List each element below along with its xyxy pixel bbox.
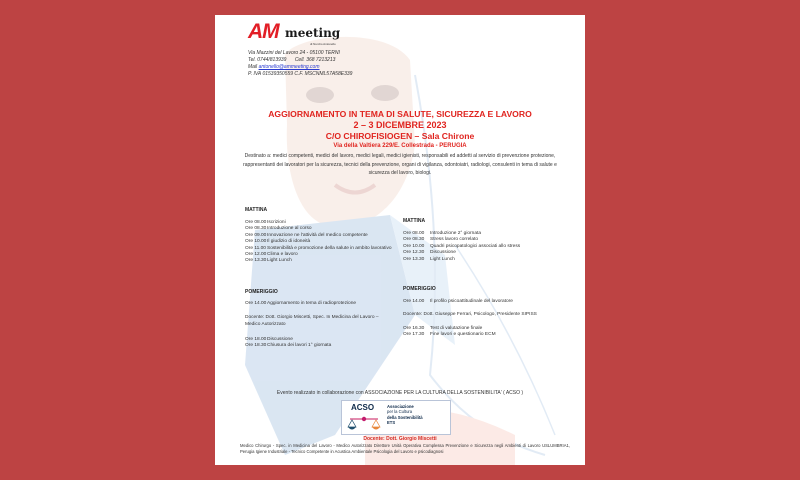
event-dates: 2 – 3 DICEMBRE 2023 bbox=[353, 120, 447, 130]
flyer-page bbox=[215, 15, 585, 465]
mail-line bbox=[248, 64, 352, 71]
schedule-row: Ore 17.30 Fine lavori e questionario ECM bbox=[403, 332, 496, 338]
event-title-block bbox=[215, 109, 585, 151]
day2-afternoon-schedule bbox=[403, 326, 568, 339]
cell: Cell. 368 7213213 bbox=[294, 57, 336, 63]
email-link[interactable]: antonello@ammeeting.com bbox=[258, 64, 320, 70]
schedule-row: Ore 11.00 Sostenibilità e promozione della salute in ambito lavorativo bbox=[245, 245, 392, 251]
am-meeting-logo bbox=[248, 20, 348, 46]
address: Via Mazzini del Lavoro 24 - 05100 TERNI bbox=[248, 50, 340, 56]
event-venue: C/O CHIROFISIOGEN – Sala Chirone bbox=[325, 131, 475, 141]
schedule-row: Ore 08.30 Introduzione al corso bbox=[245, 226, 312, 232]
logo-meeting: meeting bbox=[285, 26, 341, 40]
schedule-row: Ore 12.30 Discussione bbox=[403, 250, 456, 256]
schedule-row: Ore 10.00 Il giudizio di idoneità bbox=[245, 239, 311, 245]
day2-morning-title: MATTINA bbox=[403, 218, 426, 224]
schedule-row: Ore 10.00 Quadri psicopatologici associati allo stress bbox=[403, 243, 521, 249]
acso-description: Associazione per la Cultura della Sostenibilità ETS bbox=[387, 404, 423, 426]
logo-am: AM bbox=[248, 20, 279, 43]
acso-logo bbox=[341, 400, 451, 435]
schedule-row: Ore 08.00 Iscrizioni bbox=[245, 220, 286, 225]
event-title: AGGIORNAMENTO IN TEMA DI SALUTE, SICUREZZA E LAVORO bbox=[268, 109, 532, 119]
schedule-row: Ore 08.30 Stress lavoro correlato bbox=[403, 237, 478, 243]
day2-morning-schedule bbox=[403, 231, 563, 263]
schedule-row: Ore 16.30 Test di valutazione finale bbox=[403, 326, 483, 331]
logo-subtitle: di Nunzio Antonello bbox=[310, 42, 336, 46]
schedule-row: Ore 12.00 Clima e lavoro bbox=[245, 252, 298, 258]
day1-afternoon-first bbox=[245, 301, 395, 307]
docente-bio: Medico Chirurgo - Spec. in Medicina del Lavoro - Medico Autorizzato Direttore Unità Operativa Complessa Prevenzione e Sicurezza negli Ambienti di Lavoro USLUMBRIA1, Perugia Igiene Industriale - Tecnico Competente in Acustica Ambientale Psicologia del Lavoro e psicodiagnosi bbox=[240, 443, 570, 454]
phone-line bbox=[248, 57, 352, 64]
schedule-row: Ore 18.30 Chiusura dei lavori 1° giornata bbox=[245, 343, 332, 349]
mail-label: Mail bbox=[248, 64, 258, 70]
schedule-row: Ore 14.00 Aggiornamento in tema di radioprotezione bbox=[245, 301, 357, 306]
contact-block bbox=[248, 50, 352, 78]
schedule-row: Ore 14.00 Il profilo psicoattitudinale del lavoratore bbox=[403, 299, 513, 304]
schedule-row: Ore 13.30 Light Lunch bbox=[403, 256, 455, 262]
day1-morning-title: MATTINA bbox=[245, 207, 268, 213]
vat: P. IVA 01539350559 C.F. MSCNML57A58E339 bbox=[248, 71, 353, 77]
day2-docente: Docente: Dott. Giuseppe Ferrari, Psicologo, Presidente SIPISS bbox=[403, 312, 537, 317]
acso-title: ACSO bbox=[351, 403, 375, 412]
day2-afternoon-first bbox=[403, 299, 568, 305]
day1-afternoon-title: POMERIGGIO bbox=[245, 289, 278, 295]
collaboration-note: Evento realizzato in collaborazione con ASSOCIAZIONE PER LA CULTURA DELLA SOSTENIBILITA' ( ACSO ) bbox=[276, 390, 524, 396]
day1-docente: Docente: Dott. Giorgio Miscetti, Spec. In Medicina del Lavoro – Medico Autorizzato bbox=[245, 315, 379, 327]
event-address: Via della Valtiera 229/E. Collestrada - PERUGIA bbox=[333, 143, 467, 149]
target-audience: Destinato a: medici competenti, medici del lavoro, medici legali, medici igienisti, responsabili ed addetti al servizio di prevenzione protezione, rappresentanti dei lavoratori per la sicurezza, tecnici della prevenzione, organi di vigilanza, odontoiatri, radiologi, consulenti in tema di salute e sicurezza del lavoro, biologi. bbox=[243, 153, 557, 176]
schedule-row: Ore 18.00 Discussione bbox=[245, 337, 293, 342]
schedule-row: Ore 09.00 Innovazione ne l'attività del medico competente bbox=[245, 232, 368, 238]
phone: Tel. 0744/813939 bbox=[248, 57, 287, 63]
day1-morning-schedule bbox=[245, 220, 395, 265]
schedule-row: Ore 13.30 Light Lunch bbox=[245, 258, 292, 264]
schedule-row: Ore 08.00 Introduzione 2° giornata bbox=[403, 231, 481, 236]
day2-afternoon-title: POMERIGGIO bbox=[403, 286, 436, 292]
footer-docente: Docente: Dott. Giorgio Miscetti bbox=[363, 436, 437, 442]
day1-afternoon-schedule bbox=[245, 337, 395, 350]
